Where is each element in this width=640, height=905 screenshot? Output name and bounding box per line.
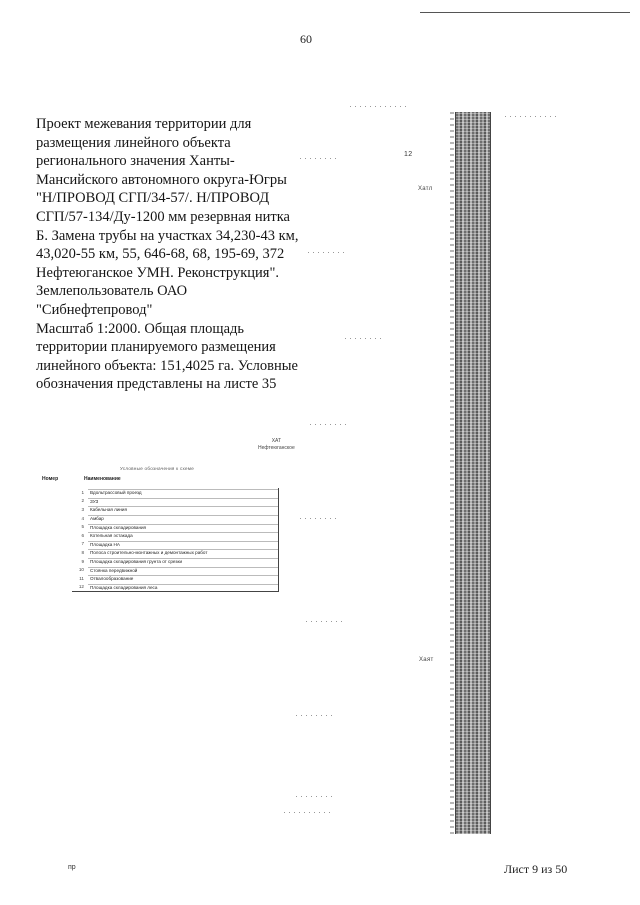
row-label: Площадка НА <box>88 541 278 547</box>
legend-row <box>72 548 278 557</box>
scan-dots <box>345 338 385 339</box>
legend-row <box>72 522 278 531</box>
scan-dots <box>296 796 336 797</box>
row-label: Кабельная линия <box>88 506 278 512</box>
legend-header <box>42 476 282 482</box>
legend-row <box>72 565 278 574</box>
footer-mark: пр <box>68 864 76 871</box>
top-rule <box>420 12 630 13</box>
row-number: 8 <box>81 549 84 555</box>
side-mark: Хаят <box>419 657 434 663</box>
row-label: Площадка складирования леса <box>88 584 278 590</box>
legend-row <box>72 557 278 566</box>
legend-row <box>72 540 278 549</box>
legend-stamp <box>258 438 295 452</box>
scan-dots <box>306 621 346 622</box>
row-number: 10 <box>78 567 84 573</box>
row-label: Стоянка передвижной <box>88 567 278 573</box>
stripe-edge <box>450 112 454 834</box>
row-label: ЗУЗ <box>88 498 278 504</box>
row-number: 12 <box>78 584 84 590</box>
legend-row <box>72 583 278 592</box>
row-number: 2 <box>81 498 84 504</box>
row-label: Амбар <box>88 515 278 521</box>
row-number: 5 <box>81 524 84 530</box>
legend-row <box>72 488 278 497</box>
row-label: Площадка складирования грунта от срезки <box>88 558 278 564</box>
scan-dots <box>284 812 334 813</box>
legend-table <box>42 476 282 592</box>
scan-dots <box>308 252 348 253</box>
map-stripe <box>455 112 491 834</box>
stamp-line-2: Нефтеюганское <box>258 445 295 451</box>
row-label: Вдольтрассовый проезд <box>88 489 278 495</box>
legend-row <box>72 505 278 514</box>
legend-caption: Условные обозначения к схеме <box>120 466 195 471</box>
row-number: 1 <box>81 489 84 495</box>
row-number: 9 <box>81 558 84 564</box>
legend-row <box>72 497 278 506</box>
scan-dots <box>350 106 410 107</box>
legend-row <box>72 514 278 523</box>
scan-dots <box>300 518 340 519</box>
page-number: 60 <box>300 32 312 46</box>
row-label: Котельная эстакада <box>88 532 278 538</box>
row-number: 11 <box>79 575 84 581</box>
scan-dots <box>300 158 340 159</box>
row-number: 7 <box>81 541 84 547</box>
title-block <box>36 115 326 394</box>
map-title-text: Проект межевания территории для размещения линейного объекта регионального значения Ханты- Мансийского автономного округа-Югры "Н/ПРОВОД СГП/34-57/. Н/ПРОВОД СГП/57-134/Ду-1200 мм резервная нитка Б. Замена трубы на участках 34,230-43 км, 43,020-55 км, 55, 646-68, 68, 195-69, 372 Нефтеюганское УМН. Реконструкция". Землепользователь ОАО "Сибнефтепровод" Масштаб 1:2000. Общая площадь территории планируемого размещения линейного объекта: 151,4025 га. Условные обозначения представлены на листе 35 <box>36 116 299 393</box>
legend-rows <box>72 488 279 592</box>
side-mark: Хатл <box>418 186 433 192</box>
legend-col-number: Номер <box>42 476 59 482</box>
scan-dots <box>310 424 350 425</box>
row-number: 3 <box>81 506 84 512</box>
row-label: Площадка складирования <box>88 524 278 530</box>
legend-row <box>72 574 278 583</box>
row-label: Полоса строительно-монтажных и демонтажных работ <box>88 549 278 555</box>
side-mark: 12 <box>404 151 413 158</box>
scan-dots <box>296 715 336 716</box>
row-label: Отвалообразование <box>88 575 278 581</box>
sheet-counter: Лист 9 из 50 <box>504 862 568 876</box>
scan-dots <box>505 116 560 117</box>
row-number: 6 <box>81 532 84 538</box>
legend-col-name: Наименование <box>84 476 121 482</box>
row-number: 4 <box>81 515 84 521</box>
legend-row <box>72 531 278 540</box>
stamp-line-1: ХАТ <box>271 438 282 444</box>
